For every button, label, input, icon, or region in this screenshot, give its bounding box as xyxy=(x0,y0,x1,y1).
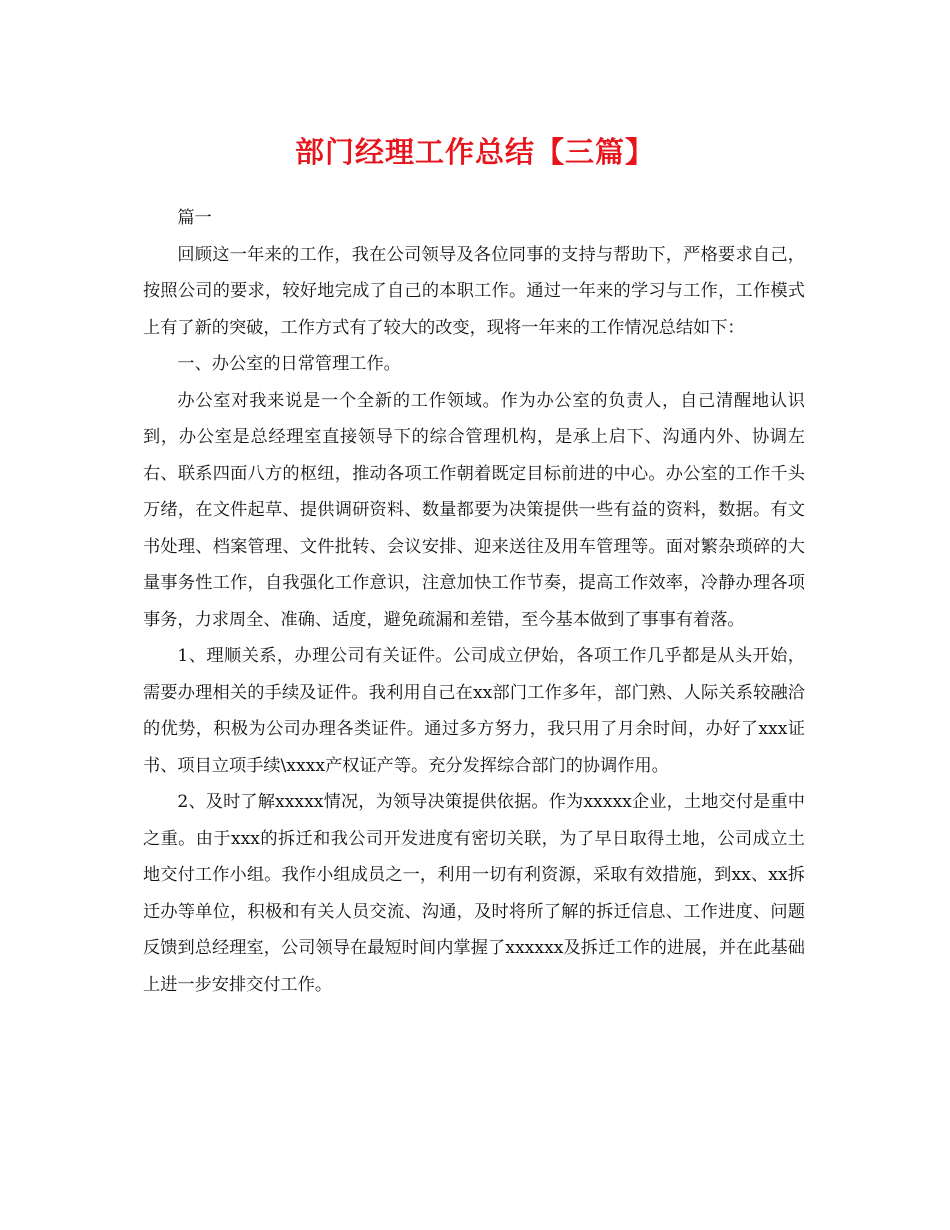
paragraph-intro: 回顾这一年来的工作，我在公司领导及各位同事的支持与帮助下，严格要求自己，按照公司的要求，较好地完成了自己的本职工作。通过一年来的学习与工作，工作模式上有了新的突破，工作方式有了较大的改变，现将一年来的工作情况总结如下： xyxy=(143,244,805,338)
paragraph-item-1: 1、理顺关系，办理公司有关证件。公司成立伊始，各项工作几乎都是从头开始，需要办理相关的手续及证件。我利用自己在xx部门工作多年，部门熟、人际关系较融洽的优势，积极为公司办理各类证件。通过多方努力，我只用了月余时间，办好了xxx证书、项目立项手续\xxxx产权证产等。充分发挥综合部门的协调作用。 xyxy=(143,646,805,776)
paragraph-office-description: 办公室对我来说是一个全新的工作领域。作为办公室的负责人，自己清醒地认识到，办公室是总经理室直接领导下的综合管理机构，是承上启下、沟通内外、协调左右、联系四面八方的枢纽，推动各项工作朝着既定目标前进的中心。办公室的工作千头万绪，在文件起草、提供调研资料、数量都要为决策提供一些有益的资料，数据。有文书处理、档案管理、文件批转、会议安排、迎来送往及用车管理等。面对繁杂琐碎的大量事务性工作，自我强化工作意识，注意加快工作节奏，提高工作效率，冷静办理各项事务，力求周全、准确、适度，避免疏漏和差错，至今基本做到了事事有着落。 xyxy=(143,390,805,630)
paragraph-item-2: 2、及时了解xxxxx情况，为领导决策提供依据。作为xxxxx企业，土地交付是重中之重。由于xxx的拆迁和我公司开发进度有密切关联，为了早日取得土地，公司成立土地交付工作小组。我作小组成员之一，利用一切有利资源，采取有效措施，到xx、xx拆迁办等单位，积极和有关人员交流、沟通，及时将所了解的拆迁信息、工作进度、问题反馈到总经理室，公司领导在最短时间内掌握了xxxxxx及拆迁工作的进展，并在此基础上进一步安排交付工作。 xyxy=(143,792,805,995)
paragraph-heading-office-management: 一、办公室的日常管理工作。 xyxy=(177,354,401,374)
document-title: 部门经理工作总结【三篇】 xyxy=(294,135,655,169)
document-body xyxy=(143,200,805,1003)
paragraph-section-label: 篇一 xyxy=(177,208,212,228)
